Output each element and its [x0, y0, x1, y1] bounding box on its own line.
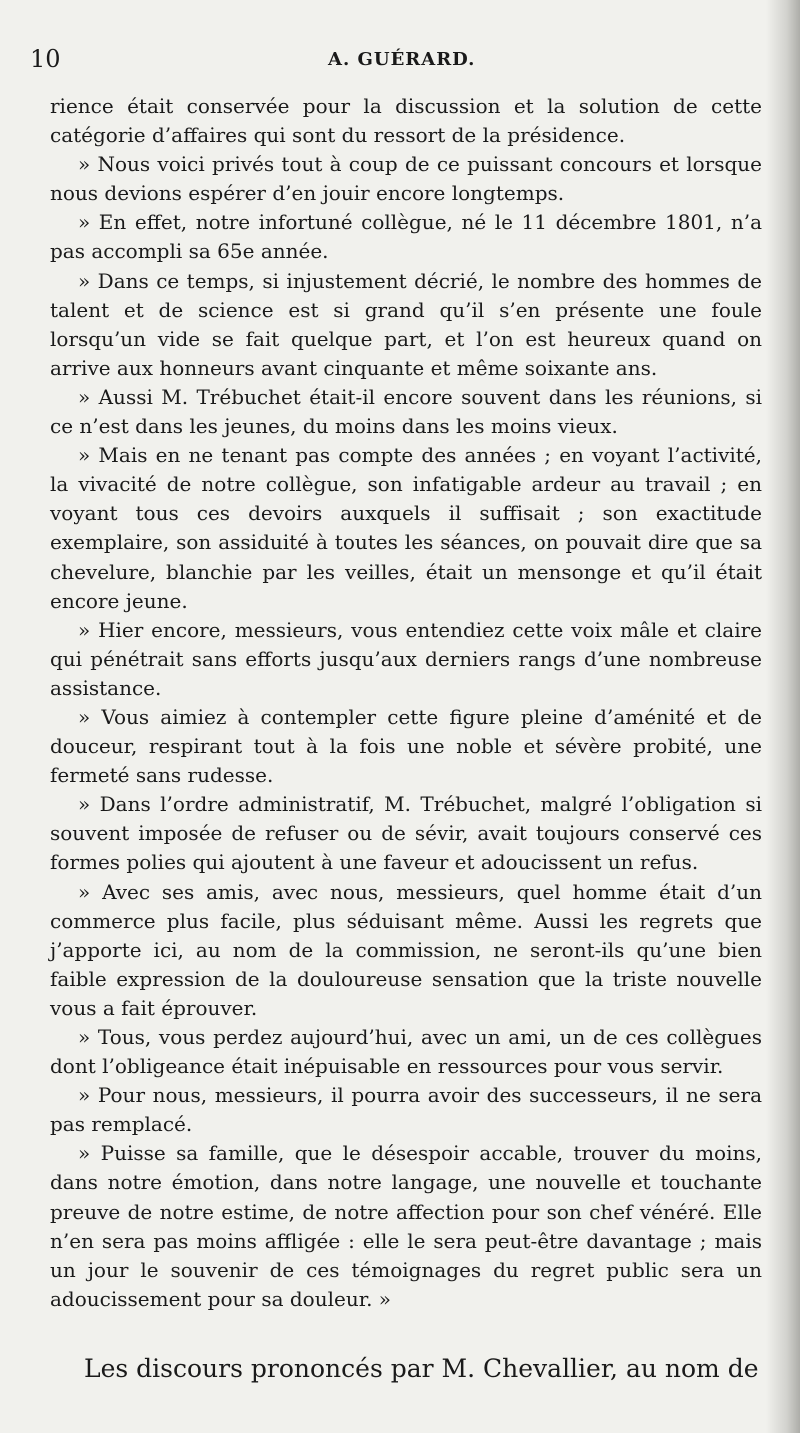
page-header [30, 44, 770, 74]
page-number: 10 [30, 45, 61, 73]
paragraph: » Puisse sa famille, que le désespoir accable, trouver du moins, dans notre émotion, dans notre langage, une nouvelle et touchante preuve de notre estime, de notre affection pour son chef vénéré. Elle n’en sera pas moins affligée : elle le sera peut-être davantage ; mais un jour le souvenir de ces témoignages du regret public sera un adoucissement pour sa douleur. » [50, 1141, 762, 1311]
paragraph: » En effet, notre infortuné collègue, né le 11 décembre 1801, n’a pas accompli sa 65e année. [50, 210, 762, 264]
paragraph: » Dans l’ordre administratif, M. Trébuchet, malgré l’obligation si souvent imposée de refuser ou de sévir, avait toujours conservé ces formes polies qui ajoutent à une faveur et adoucissent un refus. [50, 792, 762, 875]
paragraph: rience était conservée pour la discussion et la solution de cette catégorie d’affaires qui sont du ressort de la présidence. [50, 94, 762, 148]
running-head: A. GUÉRARD. [328, 49, 476, 70]
paragraph: » Avec ses amis, avec nous, messieurs, quel homme était d’un commerce plus facile, plus séduisant même. Aussi les regrets que j’apporte ici, au nom de la commission, ne seront-ils qu’une bien faible expression de la douloureuse sensation que la triste nouvelle vous a fait éprouver. [50, 879, 762, 1020]
paragraph: » Tous, vous perdez aujourd’hui, avec un ami, un de ces collègues dont l’obligeance était inépuisable en ressources pour vous servir. [50, 1025, 762, 1079]
paragraph: » Aussi M. Trébuchet était-il encore souvent dans les réunions, si ce n’est dans les jeunes, du moins dans les moins vieux. [50, 384, 762, 439]
paragraph: » Hier encore, messieurs, vous entendiez cette voix mâle et claire qui pénétrait sans efforts jusqu’aux derniers rangs d’une nombreuse assistance. [50, 617, 762, 700]
paragraph: » Pour nous, messieurs, il pourra avoir des successeurs, il ne sera pas remplacé. [50, 1083, 762, 1137]
paragraph: » Vous aimiez à contempler cette figure pleine d’aménité et de douceur, respirant tout à la fois une noble et sévère probité, une fermeté sans rudesse. [50, 704, 762, 788]
page-gutter-shadow [766, 0, 800, 1433]
paragraph: » Mais en ne tenant pas compte des années ; en voyant l’activité, la vivacité de notre collègue, son infatigable ardeur au travail ; en voyant tous ces devoirs auxquels il suffisait ; son exactitude exemplaire, son assiduité à toutes les séances, on pouvait dire que sa chevelure, blanchie par les veilles, était un mensonge et qu’il était encore jeune. [50, 443, 762, 613]
closing-line: Les discours prononcés par M. Chevallier, au nom de [84, 1354, 759, 1383]
paragraph: » Nous voici privés tout à coup de ce puissant concours et lorsque nous devions espérer d’en jouir encore longtemps. [50, 152, 762, 206]
body-text [50, 92, 762, 1314]
paragraph: » Dans ce temps, si injustement décrié, le nombre des hommes de talent et de science est si grand qu’il s’en présente une foule lorsqu’un vide se fait quelque part, et l’on est heureux quand on arrive aux honneurs avant cinquante et même soixante ans. [50, 268, 762, 380]
